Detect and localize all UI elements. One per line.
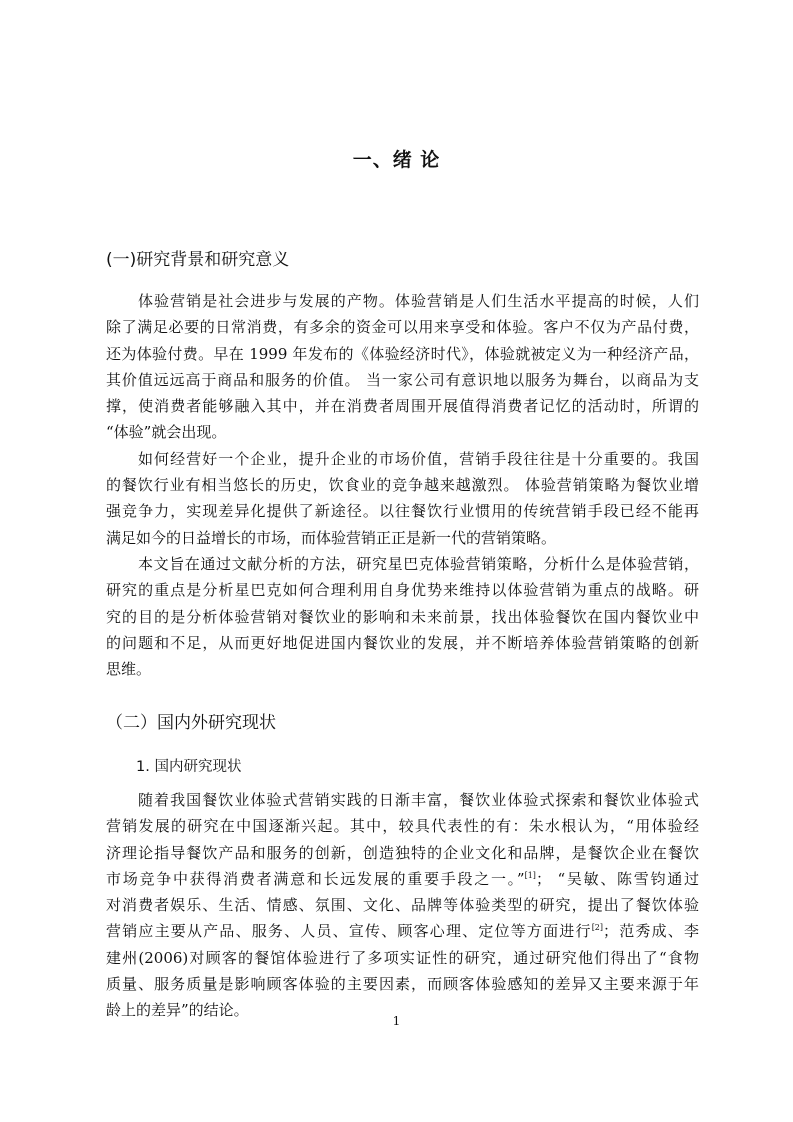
text-line: “体验”就会出现。 — [106, 423, 227, 442]
chapter-title: 一、绪 论 — [352, 149, 441, 171]
text-line — [106, 918, 699, 944]
text-line: 龄上的差异”的结论。 — [106, 1001, 249, 1020]
paragraph-domestic-research — [106, 787, 699, 1024]
paragraph-background-1 — [106, 288, 699, 682]
text-line: 其价值远远高于商品和服务的价值。 当一家公司有意识地以服务为舞台，以商品为支 — [106, 370, 699, 389]
text-line: 撑，使消费者能够融入其中，并在消费者周围开展值得消费者记忆的活动时，所谓的 — [106, 397, 699, 416]
citation-ref-1[interactable]: [1] — [524, 870, 536, 880]
subsection-title-domestic: 1. 国内研究现状 — [136, 759, 242, 775]
text-line: 体验营销是社会进步与发展的产物。体验营销是人们生活水平提高的时候，人们 — [138, 292, 699, 310]
text-line: 如何经营好一个企业，提升企业的市场价值，营销手段往往是十分重要的。我国 — [138, 449, 699, 468]
text-line: 对消费者娱乐、生活、情感、氛围、文化、品牌等体验类型的研究，提出了餐饮体验 — [106, 896, 699, 915]
text-line: 强竞争力，实现差异化提供了新途径。以往餐饮行业惯用的传统营销手段已经不能再 — [106, 502, 699, 521]
text-line: 营销发展的研究在中国逐渐兴起。其中，较具代表性的有：朱水根认为，“用体验经 — [106, 817, 699, 836]
text-line: 建州(2006)对顾客的餐馆体验进行了多项实证性的研究，通过研究他们得出了“食物 — [106, 948, 699, 967]
text-line: 研究的重点是分析星巴克如何合理利用自身优势来维持以体验营销为重点的战略。研 — [106, 581, 699, 600]
text-line: 质量、服务质量是影响顾客体验的主要因素，而顾客体验感知的差异又主要来源于年 — [106, 975, 699, 994]
text-line: 究的目的是分析体验营销对餐饮业的影响和未来前景，找出体验餐饮在国内餐饮业中 — [106, 607, 699, 626]
text-segment: ； “吴敏、陈雪钧通过 — [535, 869, 700, 888]
text-line: 的问题和不足，从而更好地促进国内餐饮业的发展，并不断培养体验营销策略的创新 — [106, 633, 699, 652]
text-line: 的餐饮行业有相当悠长的历史，饮食业的竞争越来越激烈。 体验营销策略为餐饮业增 — [106, 476, 699, 495]
text-line — [106, 866, 699, 892]
text-line: 济理论指导餐饮产品和服务的创新，创造独特的企业文化和品牌，是餐饮企业在餐饮 — [106, 843, 699, 862]
text-line: 还为体验付费。早在 1999 年发布的《体验经济时代》，体验就被定义为一种经济产品， — [106, 344, 699, 363]
text-line: 思维。 — [106, 660, 152, 679]
section-title-research-status: （二）国内外研究现状 — [106, 713, 276, 733]
text-line: 本文旨在通过文献分析的方法，研究星巴克体验营销策略，分析什么是体验营销， — [138, 554, 699, 573]
section-title-background: (一)研究背景和研究意义 — [106, 250, 290, 270]
text-segment: ；范秀成、李 — [603, 922, 699, 941]
text-line: 满足如今的日益增长的市场，而体验营销正正是新一代的营销策略。 — [106, 528, 557, 547]
text-segment: 市场竞争中获得消费者满意和长远发展的重要手段之一。” — [106, 869, 525, 888]
citation-ref-2[interactable]: [2] — [591, 923, 604, 933]
text-line: 除了满足必要的日常消费，有多余的资金可以用来享受和体验。客户不仅为产品付费， — [106, 318, 699, 337]
text-line: 随着我国餐饮业体验式营销实践的日渐丰富，餐饮业体验式探索和餐饮业体验式 — [138, 791, 699, 809]
text-segment: 营销应主要从产品、服务、人员、宣传、顾客心理、定位等方面进行 — [106, 922, 592, 941]
page-number: 1 — [392, 1014, 401, 1028]
